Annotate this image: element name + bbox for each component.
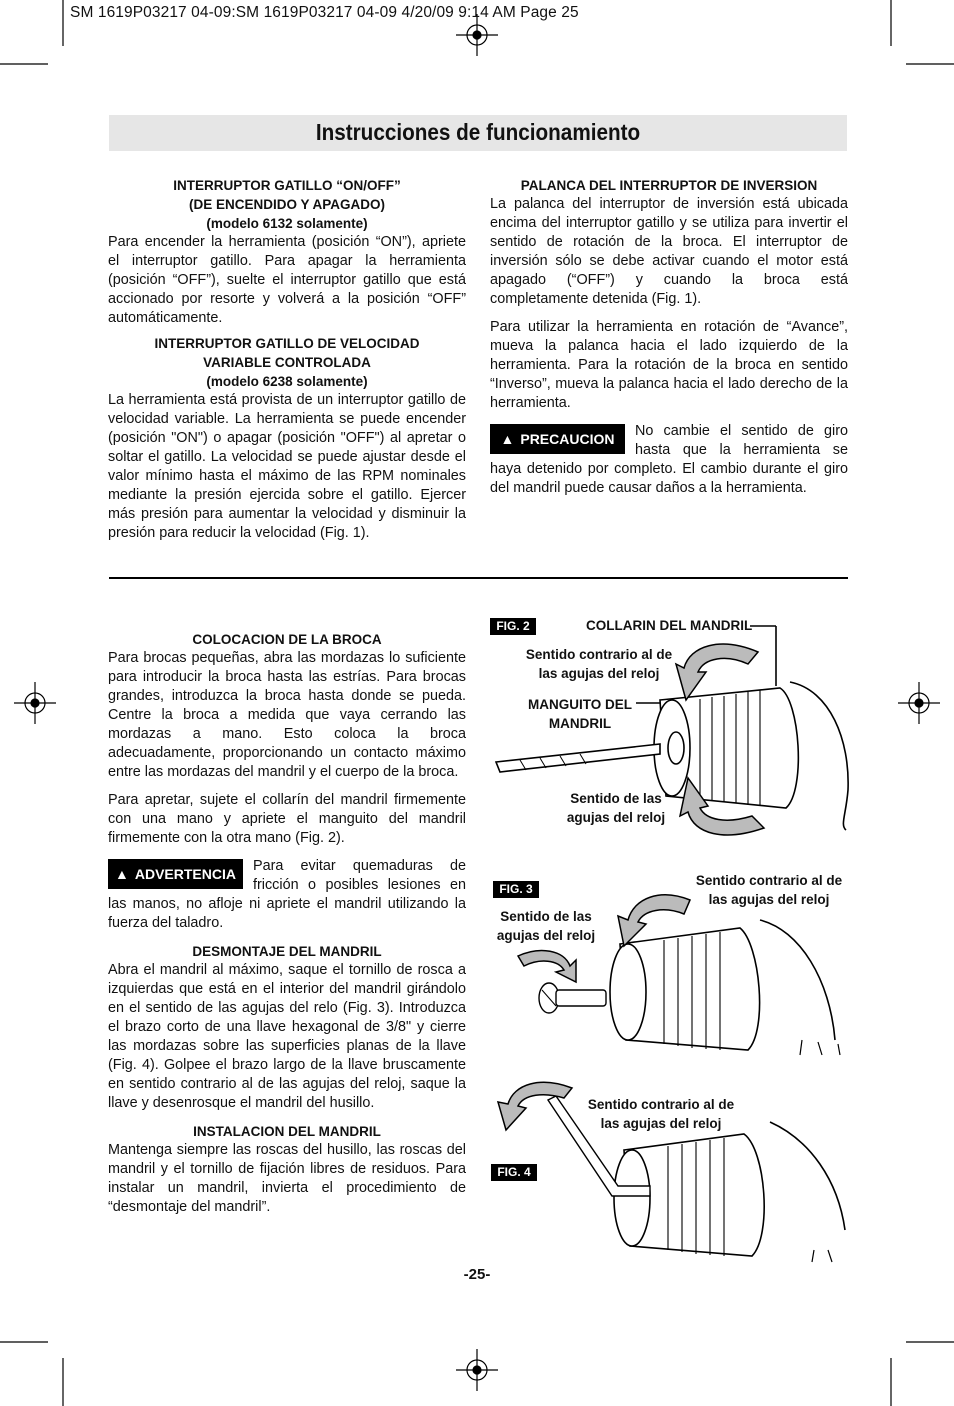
- heading: DESMONTAJE DEL MANDRIL: [192, 944, 382, 959]
- fig4-tag: FIG. 4: [491, 1164, 537, 1181]
- fig2-ccw-label: Sentido contrario al de las agujas del reloj: [525, 647, 673, 681]
- paragraph: Para apretar, sujete el collarín del mandril firmemente con una mano y apriete el manguito del mandril firmemente con la otra mano (Fig. 2).: [108, 792, 466, 846]
- fig2-cw-label: Sentido de las agujas del reloj: [566, 791, 666, 825]
- fig4-ccw-label: Sentido contrario al de las agujas del reloj: [587, 1097, 735, 1131]
- heading-line: INTERRUPTOR GATILLO DE VELOCIDAD: [154, 336, 420, 351]
- fig3-cw-label: Sentido de las agujas del reloj: [496, 909, 596, 943]
- fig2-tag: FIG. 2: [490, 618, 536, 635]
- warning-triangle-icon: ▲: [115, 865, 129, 882]
- heading-line: (modelo 6132 solamente): [206, 216, 368, 231]
- fig3-ccw-label: Sentido contrario al de las agujas del reloj: [695, 873, 843, 907]
- heading-line: (DE ENCENDIDO Y APAGADO): [188, 197, 386, 212]
- paragraph: Para encender la herramienta (posición “ON”), apriete el interruptor gatillo. Para apagar la herramienta (posición “OFF”), suelte el interruptor gatillo que está accionado por resorte y volverá a la posición “OFF” automáticamente.: [108, 234, 466, 326]
- heading-line: INTERRUPTOR GATILLO “ON/OFF”: [173, 178, 401, 193]
- fig2-sleeve-label: MANGUITO DEL MANDRIL: [528, 697, 632, 731]
- warning-label: ADVERTENCIA: [134, 865, 236, 882]
- heading-line: VARIABLE CONTROLADA: [203, 355, 371, 370]
- caution-text: No cambie el sentido de giro hasta que la herramienta se haya detenido por completo. El cambio durante el giro del mandril puede causar daños a la herramienta.: [490, 423, 848, 496]
- paragraph: Abra el mandril al máximo, saque el tornillo de rosca a izquierdas que está en el interior del mandril girándolo en el sentido de las agujas del relo (Fig. 3). Introduzca el brazo corto de una llave hexagonal de 3/8" y cierre las mordazas sobre las superficies planas de la llave (Fig. 4). Golpee el brazo largo de la llave bruscamente en sentido contrario al de las agujas del reloj, saque la llave y desenrosque el mandril del husillo.: [108, 962, 466, 1111]
- heading: COLOCACION DE LA BROCA: [192, 632, 382, 647]
- heading-line: (modelo 6238 solamente): [206, 374, 368, 389]
- page-title: Instrucciones de funcionamiento: [315, 119, 641, 145]
- warning-text: Para evitar quemaduras de fricción o posibles lesiones en las manos, no afloje ni apriete el mandril utilizando la fuerza del taladro.: [108, 858, 466, 931]
- paragraph: Para brocas pequeñas, abra las mordazas lo suficiente para introducir la broca hasta las estrías. Para brocas grandes, introduzca la broca hasta donde se pueda. Centre la broca a medida que vaya cerrando las mordazas a mano. Esto coloca la broca adecuadamente, proporcionando un contacto máximo entre las mordazas del mandril y el cuerpo de la broca.: [108, 650, 466, 780]
- fig3-tag: FIG. 3: [493, 881, 539, 898]
- paragraph: Mantenga siempre las roscas del husillo, las roscas del mandril y el tornillo de fijación libres de residuos. Para instalar un mandril, invierta el procedimiento de “desmontaje del mandril”.: [108, 1142, 466, 1215]
- caution-label: PRECAUCION: [520, 430, 615, 447]
- print-slug: SM 1619P03217 04-09:SM 1619P03217 04-09 4/20/09 9:14 AM Page 25: [70, 4, 579, 21]
- paragraph: La herramienta está provista de un interruptor gatillo de velocidad variable. La herramienta se puede encender (posición "ON") o apagar (posición "OFF") al apretar o soltar el gatillo. La velocidad se puede ajustar desde el valor mínimo hasta el máximo de las RPM nominales mediante la presión ejercida sobre el gatillo. Ejercer más presión para aumentar la velocidad y disminuir la presión para reducir la velocidad (Fig. 1).: [108, 392, 466, 541]
- heading: PALANCA DEL INTERRUPTOR DE INVERSION: [520, 178, 818, 193]
- warning-triangle-icon: ▲: [500, 430, 515, 447]
- paragraph: La palanca del interruptor de inversión está ubicada encima del interruptor gatillo y se utiliza para invertir el sentido de rotación de la broca. El interruptor de inversión sólo se debe activar cuando el motor está apagado (“OFF”) y cuando la broca está completamente detenida (Fig. 1).: [490, 196, 848, 307]
- page-number: -25-: [463, 1266, 491, 1283]
- fig2-collar-label: COLLARIN DEL MANDRIL: [586, 618, 753, 633]
- heading: INSTALACION DEL MANDRIL: [193, 1124, 381, 1139]
- paragraph: Para utilizar la herramienta en rotación de “Avance”, mueva la palanca hacia el lado izquierdo de la herramienta. Para la rotación de la broca en sentido “Inverso”, mueva la palanca hacia el lado derecho de la herramienta.: [490, 319, 848, 411]
